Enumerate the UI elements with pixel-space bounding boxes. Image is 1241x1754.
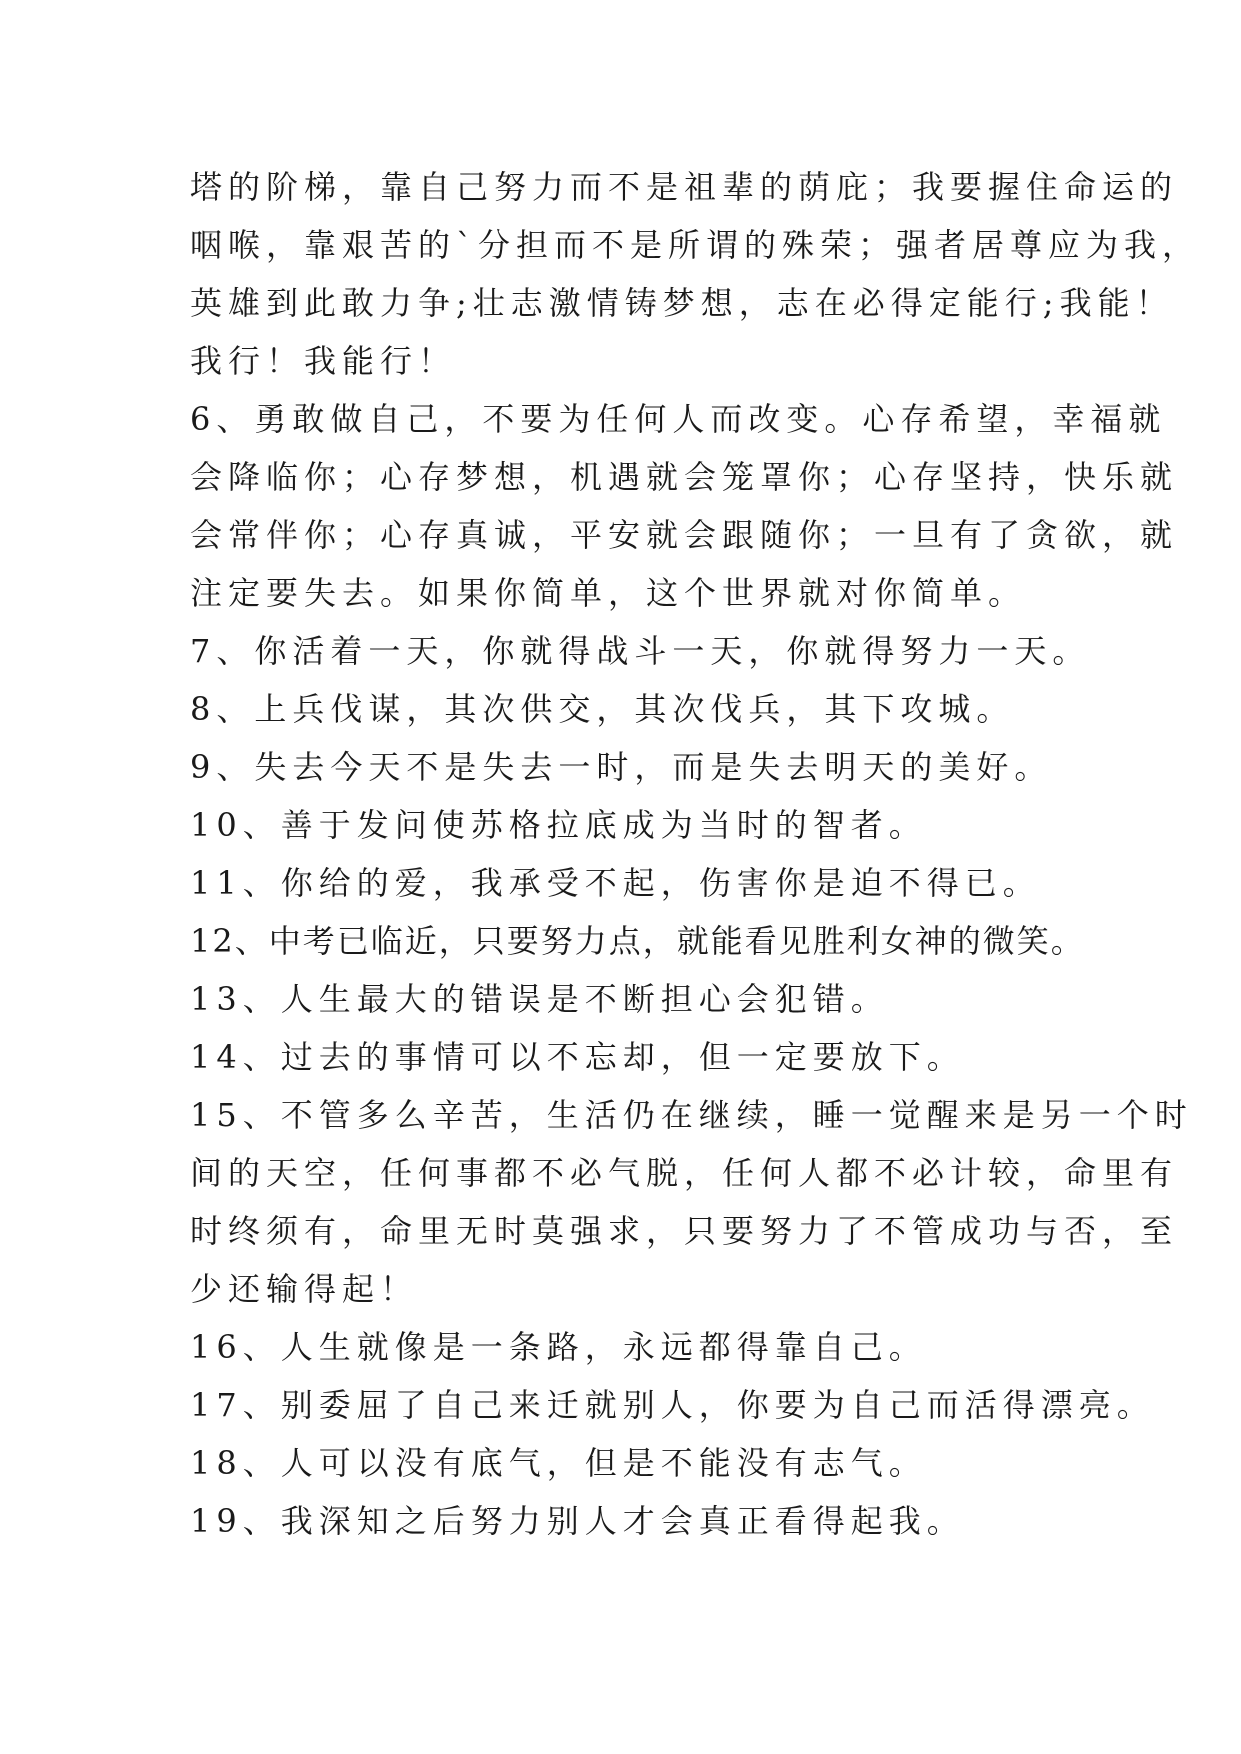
text-line: 英雄到此敢力争;壮志激情铸梦想，志在必得定能行;我能！ bbox=[190, 284, 1174, 322]
list-item-10: 10、善于发问使苏格拉底成为当时的智者。 bbox=[190, 806, 927, 844]
list-item-6: 6、勇敢做自己，不要为任何人而改变。心存希望，幸福就 bbox=[190, 400, 1167, 438]
text-line: 会常伴你；心存真诚，平安就会跟随你；一旦有了贪欲，就 bbox=[190, 516, 1179, 554]
text-line: 时终须有，命里无时莫强求，只要努力了不管成功与否，至 bbox=[190, 1212, 1179, 1250]
list-item-17: 17、别委屈了自己来迁就别人，你要为自己而活得漂亮。 bbox=[190, 1386, 1155, 1424]
document-body bbox=[190, 158, 1201, 1550]
text-line: 少还输得起！ bbox=[190, 1270, 419, 1308]
text-line: 咽喉，靠艰苦的`分担而不是所谓的殊荣；强者居尊应为我， bbox=[190, 226, 1201, 264]
text-line: 塔的阶梯，靠自己努力而不是祖辈的荫庇；我要握住命运的 bbox=[190, 168, 1179, 206]
list-item-14: 14、过去的事情可以不忘却，但一定要放下。 bbox=[190, 1038, 965, 1076]
list-item-13: 13、人生最大的错误是不断担心会犯错。 bbox=[190, 980, 889, 1018]
list-item-16: 16、人生就像是一条路，永远都得靠自己。 bbox=[190, 1328, 927, 1366]
list-item-12: 12、中考已临近，只要努力点，就能看见胜利女神的微笑。 bbox=[190, 922, 1085, 960]
list-item-9: 9、失去今天不是失去一时，而是失去明天的美好。 bbox=[190, 748, 1053, 786]
text-line: 会降临你；心存梦想，机遇就会笼罩你；心存坚持，快乐就 bbox=[190, 458, 1179, 496]
list-item-11: 11、你给的爱，我承受不起，伤害你是迫不得已。 bbox=[190, 864, 1041, 902]
list-item-15: 15、不管多么辛苦，生活仍在继续，睡一觉醒来是另一个时 bbox=[190, 1096, 1193, 1134]
list-item-19: 19、我深知之后努力别人才会真正看得起我。 bbox=[190, 1502, 965, 1540]
list-item-7: 7、你活着一天，你就得战斗一天，你就得努力一天。 bbox=[190, 632, 1091, 670]
list-item-18: 18、人可以没有底气，但是不能没有志气。 bbox=[190, 1444, 927, 1482]
text-line: 间的天空，任何事都不必气脱，任何人都不必计较，命里有 bbox=[190, 1154, 1179, 1192]
list-item-8: 8、上兵伐谋，其次供交，其次伐兵，其下攻城。 bbox=[190, 690, 1015, 728]
text-line: 我行！我能行！ bbox=[190, 342, 457, 380]
text-line: 注定要失去。如果你简单，这个世界就对你简单。 bbox=[190, 574, 1027, 612]
